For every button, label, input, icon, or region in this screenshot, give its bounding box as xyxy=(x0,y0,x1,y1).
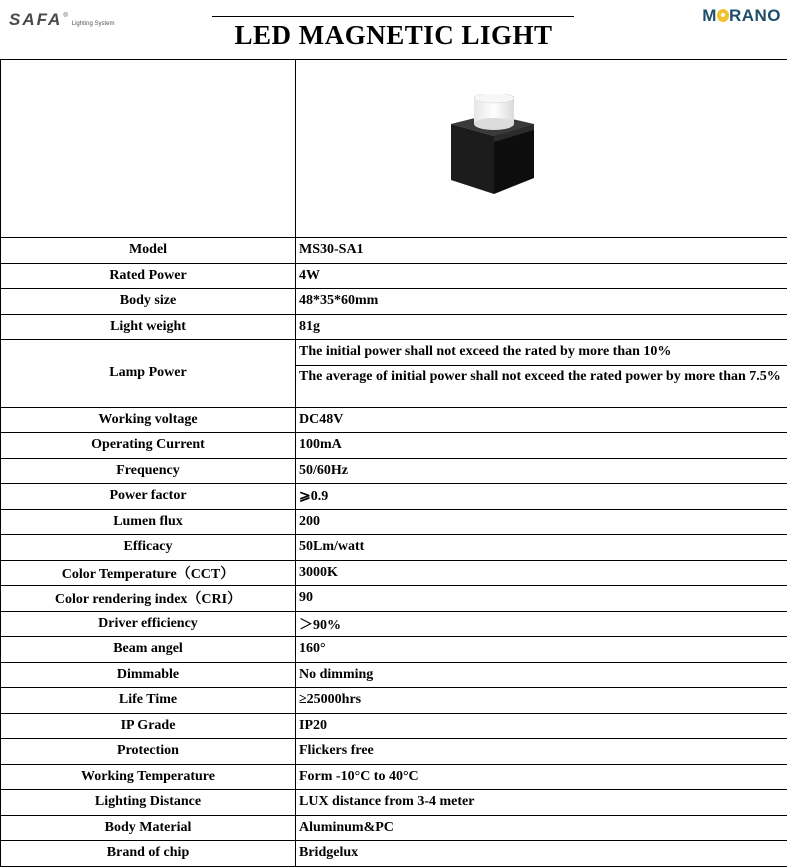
spec-label: IP Grade xyxy=(1,713,296,739)
registered-mark: ® xyxy=(63,13,67,19)
spec-label: Protection xyxy=(1,739,296,765)
spec-row-lamp-power xyxy=(1,340,787,366)
spec-row-light-weight xyxy=(1,314,787,340)
spec-value: Bridgelux xyxy=(296,841,787,867)
document-header xyxy=(0,0,787,60)
image-row-empty-cell xyxy=(1,60,296,238)
spec-value: 50Lm/watt xyxy=(296,535,787,561)
spec-row-working-voltage xyxy=(1,407,787,433)
spec-label: Lumen flux xyxy=(1,509,296,535)
morano-prefix: M xyxy=(702,6,717,25)
spec-value: 50/60Hz xyxy=(296,458,787,484)
spec-row-brand-of-chip xyxy=(1,841,787,867)
spec-label: Efficacy xyxy=(1,535,296,561)
spec-label: Rated Power xyxy=(1,263,296,289)
spec-row-body-material xyxy=(1,815,787,841)
spec-label: Brand of chip xyxy=(1,841,296,867)
spec-value: 4W xyxy=(296,263,787,289)
spec-value: MS30-SA1 xyxy=(296,238,787,264)
spec-value: 3000K xyxy=(296,560,787,586)
spec-label: Color Temperature（CCT） xyxy=(1,560,296,586)
pin-icon xyxy=(717,9,729,22)
spec-label: Body Material xyxy=(1,815,296,841)
spec-label: Life Time xyxy=(1,688,296,714)
safa-brand-text: SAFA xyxy=(9,10,62,30)
spec-value: The average of initial power shall not exceed the rated power by more than 7.5% xyxy=(296,365,787,407)
spec-label: Driver efficiency xyxy=(1,611,296,637)
product-image-cell xyxy=(296,60,787,238)
spec-value: DC48V xyxy=(296,407,787,433)
spec-row-ip-grade xyxy=(1,713,787,739)
spec-row-rated-power xyxy=(1,263,787,289)
spec-value: Form -10°C to 40°C xyxy=(296,764,787,790)
image-row xyxy=(1,60,787,238)
spec-row-operating-current xyxy=(1,433,787,459)
spec-value: IP20 xyxy=(296,713,787,739)
spec-label: Working Temperature xyxy=(1,764,296,790)
spec-row-frequency xyxy=(1,458,787,484)
spec-value: Aluminum&PC xyxy=(296,815,787,841)
spec-value: LUX distance from 3-4 meter xyxy=(296,790,787,816)
spec-value: 48*35*60mm xyxy=(296,289,787,315)
spec-row-protection xyxy=(1,739,787,765)
spec-row-body-size xyxy=(1,289,787,315)
spec-label: Beam angel xyxy=(1,637,296,663)
spec-table xyxy=(0,59,787,867)
spec-label: Dimmable xyxy=(1,662,296,688)
spec-row-model xyxy=(1,238,787,264)
spec-row-color-rendering-index-cri xyxy=(1,586,787,612)
spec-label: Power factor xyxy=(1,484,296,510)
spec-row-driver-efficiency xyxy=(1,611,787,637)
spec-label: Operating Current xyxy=(1,433,296,459)
page-title: LED MAGNETIC LIGHT xyxy=(0,20,787,51)
spec-label: Model xyxy=(1,238,296,264)
safa-subtitle: Lighting System xyxy=(72,21,115,27)
spec-value: 200 xyxy=(296,509,787,535)
spec-value: 100mA xyxy=(296,433,787,459)
spec-value: 90 xyxy=(296,586,787,612)
spec-value: Flickers free xyxy=(296,739,787,765)
spec-row-lumen-flux xyxy=(1,509,787,535)
spec-label: Working voltage xyxy=(1,407,296,433)
spec-row-efficacy xyxy=(1,535,787,561)
spec-row-lighting-distance xyxy=(1,790,787,816)
spec-row-life-time xyxy=(1,688,787,714)
spec-label: Body size xyxy=(1,289,296,315)
spec-value: ＞90% xyxy=(296,611,787,637)
spec-label: Color rendering index（CRI） xyxy=(1,586,296,612)
spec-value: 81g xyxy=(296,314,787,340)
spec-value: No dimming xyxy=(296,662,787,688)
spec-value: ⩾0.9 xyxy=(296,484,787,510)
spec-row-working-temperature xyxy=(1,764,787,790)
spec-row-color-temperature-cct xyxy=(1,560,787,586)
magnetic-light-product-icon xyxy=(446,94,546,194)
spec-label: Lamp Power xyxy=(1,340,296,408)
spec-label: Frequency xyxy=(1,458,296,484)
title-rule xyxy=(212,16,574,17)
spec-row-dimmable xyxy=(1,662,787,688)
spec-value: ≥25000hrs xyxy=(296,688,787,714)
spec-value: The initial power shall not exceed the rated by more than 10% xyxy=(296,340,787,366)
spec-row-beam-angel xyxy=(1,637,787,663)
spec-label: Light weight xyxy=(1,314,296,340)
spec-label: Lighting Distance xyxy=(1,790,296,816)
morano-suffix: RANO xyxy=(729,6,781,25)
spec-row-power-factor xyxy=(1,484,787,510)
morano-logo xyxy=(702,6,781,26)
spec-value: 160° xyxy=(296,637,787,663)
